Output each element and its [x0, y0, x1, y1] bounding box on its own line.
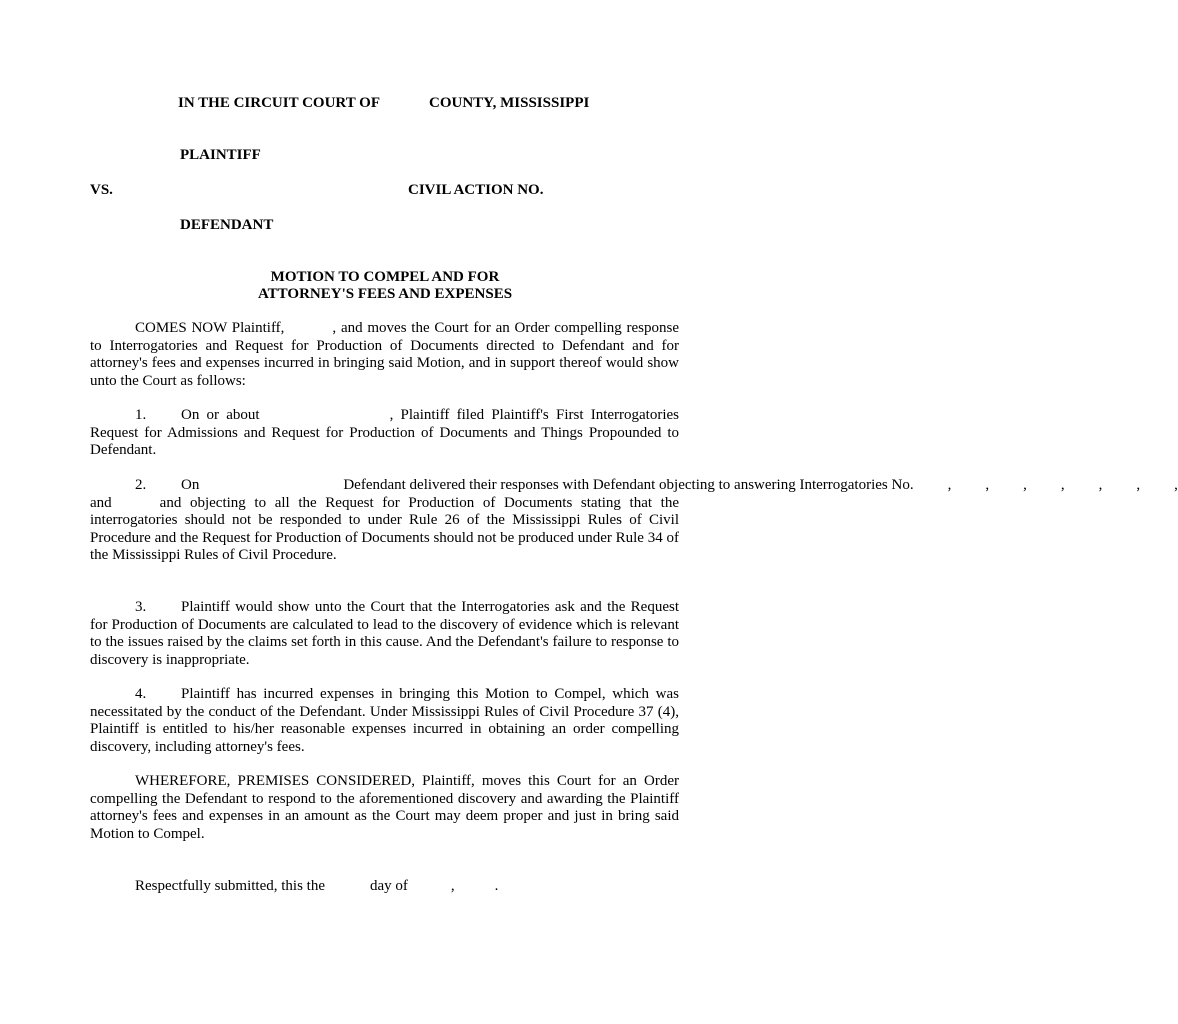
paragraph-1-text-1: On or about	[181, 407, 260, 423]
paragraph-2-text-3: and objecting to all the Request for Production of Documents stating that the interrogatories should not be responded to under Rule 26 of the Mississippi Rules of Civil Procedure and the Request for Production of Documents should not be produced under Rule 34 of the Mississippi Rules of Civil Procedure.	[90, 494, 679, 563]
interrogatory-comma-2: ,	[985, 477, 990, 493]
signature-period: .	[494, 878, 499, 894]
wherefore-paragraph	[90, 773, 679, 843]
wherefore-text: WHEREFORE, PREMISES CONSIDERED, Plaintiff, moves this Court for an Order compelling the Defendant to respond to the aforementioned discovery and awarding the Plaintiff attorney's fees and expenses in an amount as the Court may deem proper and just in bring said Motion to Compel.	[90, 773, 679, 842]
document-title-line-2: ATTORNEY'S FEES AND EXPENSES	[257, 286, 513, 302]
paragraph-3	[90, 599, 679, 669]
intro-text-2: , and moves the Court for an Order compelling response to Interrogatories and Request for Production of Documents directed to Defendant and for attorney's fees and expenses incurred in bringing said Motion, and in support thereof would show unto the Court as follows:	[90, 320, 680, 389]
signature-comma: ,	[450, 878, 455, 894]
paragraph-2-line-1	[90, 477, 1178, 495]
intro-text-1: COMES NOW Plaintiff,	[135, 320, 285, 336]
signature-text-1: Respectfully submitted, this the	[135, 878, 325, 894]
paragraph-1-number: 1.	[135, 407, 147, 423]
versus-label: VS.	[90, 182, 113, 198]
plaintiff-label: PLAINTIFF	[180, 147, 261, 163]
paragraph-2-and: and	[90, 494, 112, 511]
paragraph-2-number: 2.	[135, 477, 147, 493]
paragraph-1	[90, 407, 679, 460]
paragraph-2-text-1: On	[181, 477, 200, 493]
interrogatory-comma-4: ,	[1060, 477, 1065, 493]
paragraph-2	[90, 477, 1178, 565]
civil-action-label: CIVIL ACTION NO.	[408, 182, 544, 198]
paragraph-4	[90, 686, 679, 756]
paragraph-3-number: 3.	[135, 599, 147, 615]
paragraph-4-number: 4.	[135, 686, 147, 702]
intro-paragraph	[90, 320, 679, 390]
paragraph-1-text-2: , Plaintiff filed Plaintiff's First Interrogatories Request for Admissions and Request for Production of Documents and Things Propounded to Defendant.	[90, 407, 679, 458]
interrogatory-comma-6: ,	[1136, 477, 1141, 493]
court-name-right: COUNTY, MISSISSIPPI	[429, 95, 590, 111]
interrogatory-comma-5: ,	[1098, 477, 1103, 493]
paragraph-4-text: Plaintiff has incurred expenses in bringing this Motion to Compel, which was necessitated by the conduct of the Defendant. Under Mississippi Rules of Civil Procedure 37 (4), Plaintiff is entitled to his/her reasonable expenses incurred in obtaining an order compelling discovery, including attorney's fees.	[90, 686, 679, 755]
paragraph-2-text-2: Defendant delivered their responses with Defendant objecting to answering Interrogatories No.	[343, 477, 914, 493]
interrogatory-comma-1: ,	[947, 477, 952, 493]
document-title-line-1: MOTION TO COMPEL AND FOR	[270, 269, 500, 285]
defendant-label: DEFENDANT	[180, 217, 274, 233]
court-name-left: IN THE CIRCUIT COURT OF	[178, 95, 381, 111]
signature-line	[135, 877, 498, 895]
paragraph-3-text: Plaintiff would show unto the Court that the Interrogatories ask and the Request for Production of Documents are calculated to lead to the discovery of evidence which is relevant to the issues raised by the claims set forth in this cause. And the Defendant's failure to response to discovery is inappropriate.	[90, 599, 679, 668]
signature-text-2: day of	[369, 878, 408, 894]
interrogatory-comma-7: ,	[1174, 477, 1178, 493]
interrogatory-comma-3: ,	[1023, 477, 1027, 493]
